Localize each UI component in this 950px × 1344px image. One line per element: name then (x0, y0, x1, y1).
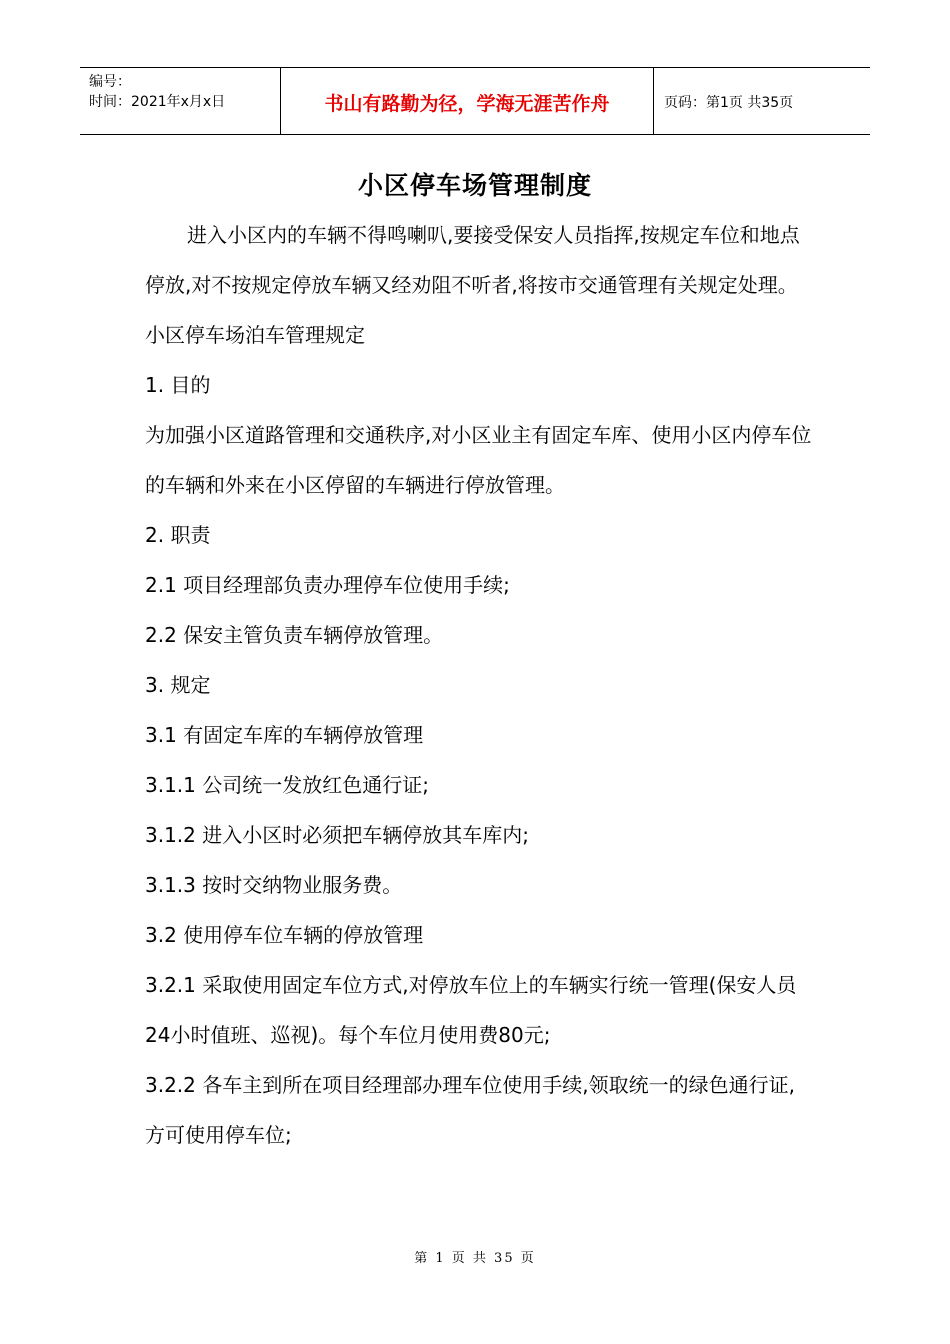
header-meta (80, 68, 281, 134)
page-header (80, 67, 870, 135)
doc-time-label: 时间：2021年x月x日 (89, 94, 226, 110)
subsection-heading: 3.1 有固定车库的车辆停放管理 (145, 723, 424, 747)
section-heading: 1. 目的 (145, 373, 211, 397)
list-item: 2.1 项目经理部负责办理停车位使用手续; (145, 573, 510, 597)
subsection-heading: 3.2 使用停车位车辆的停放管理 (145, 923, 424, 947)
section-heading: 小区停车场泊车管理规定 (145, 323, 365, 347)
header-motto: 书山有路勤为径，学海无涯苦作舟 (281, 68, 654, 134)
page-footer: 第 1 页 共 35 页 (414, 1251, 536, 1266)
list-item: 3.2.2 各车主到所在项目经理部办理车位使用手续,领取统一的绿色通行证,方可使用停车位; (145, 1073, 795, 1147)
document-body (145, 210, 813, 1160)
document-title: 小区停车场管理制度 (357, 171, 592, 200)
paragraph: 为加强小区道路管理和交通秩序,对小区业主有固定车库、使用小区内停车位的车辆和外来在小区停留的车辆进行停放管理。 (145, 423, 812, 497)
paragraph: 进入小区内的车辆不得鸣喇叭,要接受保安人员指挥,按规定车位和地点停放,对不按规定停放车辆又经劝阻不听者,将按市交通管理有关规定处理。 (145, 223, 800, 297)
list-item: 3.1.1 公司统一发放红色通行证; (145, 773, 429, 797)
section-heading: 2. 职责 (145, 523, 211, 547)
list-item: 3.1.3 按时交纳物业服务费。 (145, 873, 403, 897)
list-item: 3.1.2 进入小区时必须把车辆停放其车库内; (145, 823, 529, 847)
list-item: 2.2 保安主管负责车辆停放管理。 (145, 623, 444, 647)
doc-code-label: 编号： (89, 74, 131, 90)
section-heading: 3. 规定 (145, 673, 211, 697)
header-page-info: 页码：第1页 共35页 (664, 95, 794, 111)
list-item: 3.2.1 采取使用固定车位方式,对停放车位上的车辆实行统一管理(保安人员24小时值班、巡视)。每个车位月使用费80元; (145, 973, 797, 1047)
